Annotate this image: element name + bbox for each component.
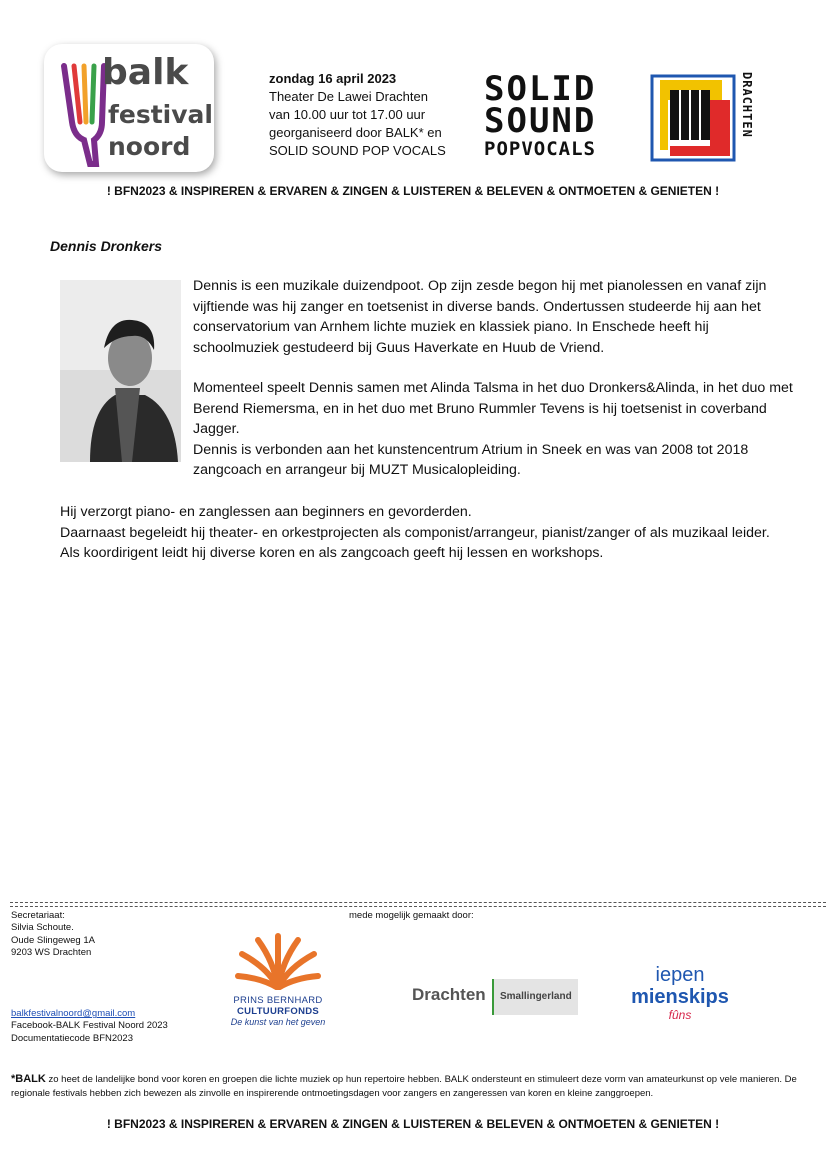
- bio-paragraph: Dennis is verbonden aan het kunstencentrum Atrium in Sneek en was van 2008 tot 2018 zangcoach en arrangeur bij MUZT Musicalopleiding.: [193, 441, 749, 478]
- bio-text: [193, 276, 793, 481]
- event-organizer: georganiseerd door BALK* en: [269, 125, 442, 140]
- balk-note-text: zo heet de landelijke bond voor koren en groepen die lichte muziek op hun repertoire hebben. BALK ondersteunt en stimuleert deze vorm van amateurkunst op vele manieren. De regionale festivals hebben zich bewezen als zinvolle en inspirerende ontmoetingsdagen voor zangers en zangeressen van koren en kleine zanggroepen.: [11, 1074, 797, 1099]
- extra-paragraph: Daarnaast begeleidt hij theater- en orkestprojecten als componist/arrangeur, pianist/zanger of als muzikaal leider. Als koordirigent leidt hij diverse koren en als zangcoach geeft hij lessen en workshops.: [60, 524, 770, 561]
- sound-word: SOUND: [484, 101, 597, 141]
- smallingerland-word: Smallingerland: [500, 991, 572, 1002]
- secretariat-street: Oude Slingeweg 1A: [11, 934, 95, 946]
- iepen-mienskipsfuns-logo: [628, 964, 732, 1022]
- extra-text: [60, 502, 780, 564]
- solid-sound-logo: [484, 69, 754, 164]
- event-date: zondag 16 april 2023: [269, 71, 397, 86]
- person-name: Dennis Dronkers: [50, 238, 163, 254]
- logo-word-festival: festival: [108, 100, 213, 129]
- logo-word-noord: noord: [108, 132, 191, 161]
- bernhard-tagline: De kunst van het geven: [230, 1017, 326, 1027]
- iepen-word: iepen: [655, 964, 705, 986]
- made-possible-label: mede mogelijk gemaakt door:: [349, 910, 474, 921]
- event-time: van 10.00 uur tot 17.00 uur: [269, 107, 426, 122]
- extra-paragraph: Hij verzorgt piano- en zanglessen aan beginners en gevorderden.: [60, 504, 472, 520]
- footer-slogan: ! BFN2023 & INSPIREREN & ERVAREN & ZINGEN & LUISTEREN & BELEVEN & ONTMOETEN & GENIETEN !: [106, 1117, 720, 1131]
- funs-word: fûns: [668, 1008, 692, 1022]
- event-organizer-2: SOLID SOUND POP VOCALS: [269, 143, 446, 158]
- event-info: [269, 70, 469, 160]
- flower-icon: [228, 932, 328, 990]
- portrait-image-icon: [60, 280, 181, 462]
- popvocals-word: POPVOCALS: [484, 138, 596, 160]
- secretariat-info: [11, 910, 168, 1045]
- header-slogan: ! BFN2023 & INSPIREREN & ERVAREN & ZINGEN & LUISTEREN & BELEVEN & ONTMOETEN & GENIETEN !: [106, 184, 720, 198]
- secretariat-city: 9203 WS Drachten: [11, 946, 92, 958]
- piano-icon: [648, 72, 738, 164]
- secretariat-label: Secretariaat:: [11, 910, 65, 921]
- event-venue: Theater De Lawei Drachten: [269, 89, 428, 104]
- balk-festival-logo: [44, 44, 214, 172]
- solid-word: SOLID: [484, 69, 597, 109]
- portrait-photo: [60, 280, 181, 462]
- prins-bernhard-logo: [222, 932, 334, 1027]
- bio-paragraph: Dennis is een muzikale duizendpoot. Op zijn zesde begon hij met pianolessen en vanaf zijn vijftiende was hij zanger en toetsenist in diverse bands. Ondertussen studeerde hij aan het conservatorium van Arnhem lichte muziek en klassiek piano. In Enschede heeft hij schoolmuziek gestudeerd bij Guus Haverkate en Huub de Vriend.: [193, 278, 767, 356]
- secretariat-name: Silvia Schoute.: [11, 922, 74, 934]
- email-link[interactable]: balkfestivalnoord@gmail.com: [11, 1008, 136, 1020]
- bernhard-line1: PRINS BERNHARD: [233, 995, 323, 1006]
- bio-paragraph: Momenteel speelt Dennis samen met Alinda Talsma in het duo Dronkers&Alinda, in het duo met Berend Riemersma, en in het duo met Bruno Rummler Tevens is hij toetsenist in coverband Jagger.: [193, 380, 793, 437]
- smallingerland-box: [492, 979, 578, 1015]
- mienskips-word: mienskips: [631, 986, 729, 1008]
- drachten-word: Drachten: [412, 985, 486, 1004]
- bernhard-line2: CULTUURFONDS: [236, 1006, 320, 1017]
- logo-word-balk: balk: [102, 52, 189, 93]
- balk-note: [11, 1073, 811, 1100]
- drachten-smallingerland-logo: [412, 979, 580, 1015]
- documentation-code: Documentatiecode BFN2023: [11, 1032, 133, 1044]
- balk-note-bold: *BALK: [11, 1073, 46, 1085]
- drachten-vertical: DRACHTEN: [740, 72, 754, 138]
- facebook-text: Facebook-BALK Festival Noord 2023: [11, 1020, 168, 1032]
- footer-divider: [10, 902, 826, 907]
